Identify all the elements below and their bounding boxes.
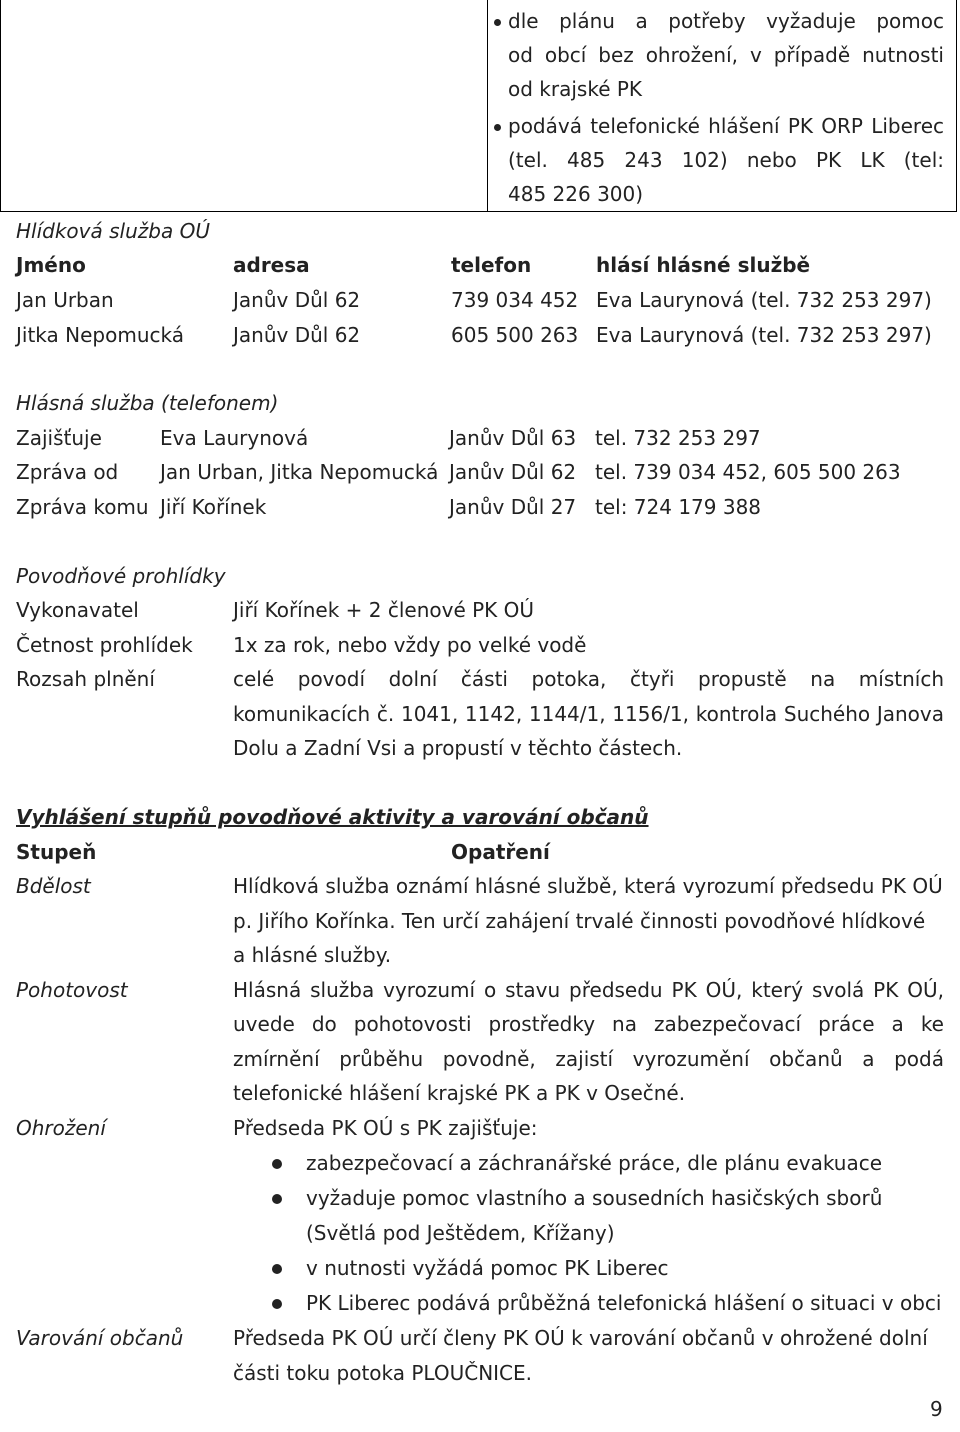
prohlidky-value-cetnost: 1x za rok, nebo vždy po velké vodě — [233, 633, 587, 657]
bullet-icon — [272, 1299, 282, 1309]
top-bullet-2-line-3: 485 226 300) — [508, 182, 644, 206]
bullet-icon — [272, 1159, 282, 1169]
prohlidky-label-vykonavatel: Vykonavatel — [16, 598, 139, 622]
hlidkova-row-2-phone: 605 500 263 — [451, 323, 579, 347]
prohlidky-rozsah-line-3: Dolu a Zadní Vsi a propustí v těchto částech. — [233, 736, 683, 760]
bdelost-line-3: a hlásné služby. — [233, 943, 392, 967]
prohlidky-label-rozsah: Rozsah plnění — [16, 667, 155, 691]
pohotovost-line-2: uvede do pohotovosti prostředky na zabezpečovací práce a ke — [233, 1012, 944, 1036]
varovani-line-2: části toku potoka PLOUČNICE. — [233, 1361, 533, 1385]
hlasna-row-1-person: Eva Laurynová — [160, 426, 309, 450]
hlasna-row-2-phone: tel. 739 034 452, 605 500 263 — [595, 460, 901, 484]
top-bullet-2-line-1: podává telefonické hlášení PK ORP Liberec — [508, 114, 944, 138]
prohlidky-rozsah-line-2: komunikacích č. 1041, 1142, 1144/1, 1156/1, kontrola Suchého Janova — [233, 702, 944, 726]
pohotovost-line-1: Hlásná služba vyrozumí o stavu předsedu PK OÚ, který svolá PK OÚ, — [233, 978, 944, 1002]
hlasna-row-3-person: Jiří Kořínek — [160, 495, 267, 519]
hlidkova-row-1-address: Janův Důl 62 — [233, 288, 361, 312]
top-bullet-1-line-3: od krajské PK — [508, 77, 643, 101]
col-opatreni: Opatření — [451, 840, 550, 864]
hlasna-row-3-address: Janův Důl 27 — [449, 495, 577, 519]
hlasna-row-1-label: Zajišťuje — [16, 426, 102, 450]
top-bullet-1-line-1: dle plánu a potřeby vyžaduje pomoc — [508, 9, 944, 33]
stupen-ohrozeni: Ohrožení — [16, 1116, 106, 1140]
hlidkova-row-1-phone: 739 034 452 — [451, 288, 579, 312]
varovani-line-1: Předseda PK OÚ určí členy PK OÚ k varování občanů v ohrožené dolní — [233, 1326, 928, 1350]
hlasna-row-2-label: Zpráva od — [16, 460, 119, 484]
bullet-icon — [494, 124, 501, 131]
pohotovost-line-4: telefonické hlášení krajské PK a PK v Osečné. — [233, 1081, 686, 1105]
prohlidky-label-cetnost: Četnost prohlídek — [16, 633, 193, 657]
hlidkova-header-address: adresa — [233, 253, 310, 277]
bullet-icon — [272, 1194, 282, 1204]
table-divider — [487, 0, 488, 212]
hlidkova-row-2-reports: Eva Laurynová (tel. 732 253 297) — [596, 323, 932, 347]
ohrozeni-bullet-4: PK Liberec podává průběžná telefonická hlášení o situaci v obci — [306, 1291, 942, 1315]
stupen-bdelost: Bdělost — [16, 874, 91, 898]
hlidkova-row-1-reports: Eva Laurynová (tel. 732 253 297) — [596, 288, 932, 312]
ohrozeni-bullet-2-cont: (Světlá pod Ještědem, Křížany) — [306, 1221, 615, 1245]
bdelost-line-1: Hlídková služba oznámí hlásné službě, která vyrozumí předsedu PK OÚ — [233, 874, 943, 898]
top-bullet-1-line-2: od obcí bez ohrožení, v případě nutnosti — [508, 43, 944, 67]
hlidkova-row-2-name: Jitka Nepomucká — [16, 323, 184, 347]
hlidkova-header-phone: telefon — [451, 253, 532, 277]
top-bullet-2-line-2: (tel. 485 243 102) nebo PK LK (tel: — [508, 148, 944, 172]
hlidkova-row-1-name: Jan Urban — [16, 288, 114, 312]
hlidkova-header-reports: hlásí hlásné službě — [596, 253, 811, 277]
page-number: 9 — [930, 1397, 943, 1421]
hlasna-row-3-phone: tel: 724 179 388 — [595, 495, 762, 519]
hlasna-heading: Hlásná služba (telefonem) — [16, 391, 279, 415]
bdelost-line-2: p. Jiřího Kořínka. Ten určí zahájení trvalé činnosti povodňové hlídkové — [233, 909, 926, 933]
ohrozeni-intro: Předseda PK OÚ s PK zajišťuje: — [233, 1116, 538, 1140]
hlasna-row-1-phone: tel. 732 253 297 — [595, 426, 761, 450]
vyhlaseni-heading: Vyhlášení stupňů povodňové aktivity a varování občanů — [16, 805, 649, 829]
ohrozeni-bullet-1: zabezpečovací a záchranářské práce, dle plánu evakuace — [306, 1151, 883, 1175]
hlasna-row-2-address: Janův Důl 62 — [449, 460, 577, 484]
hlidkova-row-2-address: Janův Důl 62 — [233, 323, 361, 347]
prohlidky-heading: Povodňové prohlídky — [16, 564, 226, 588]
hlasna-row-1-address: Janův Důl 63 — [449, 426, 577, 450]
bullet-icon — [272, 1264, 282, 1274]
prohlidky-rozsah-line-1: celé povodí dolní části potoka, čtyři propustě na místních — [233, 667, 944, 691]
pohotovost-line-3: zmírnění průběhu povodně, zajistí vyrozumění občanů a podá — [233, 1047, 944, 1071]
bullet-icon — [494, 19, 501, 26]
stupen-pohotovost: Pohotovost — [16, 978, 128, 1002]
ohrozeni-bullet-3: v nutnosti vyžádá pomoc PK Liberec — [306, 1256, 669, 1280]
prohlidky-value-vykonavatel: Jiří Kořínek + 2 členové PK OÚ — [233, 598, 535, 622]
hlasna-row-3-label: Zpráva komu — [16, 495, 149, 519]
col-stupen: Stupeň — [16, 840, 97, 864]
hlidkova-heading: Hlídková služba OÚ — [16, 219, 210, 243]
stupen-varovani: Varování občanů — [16, 1326, 184, 1350]
hlasna-row-2-person: Jan Urban, Jitka Nepomucká — [160, 460, 439, 484]
ohrozeni-bullet-2: vyžaduje pomoc vlastního a sousedních hasičských sborů — [306, 1186, 883, 1210]
hlidkova-header-name: Jméno — [16, 253, 86, 277]
